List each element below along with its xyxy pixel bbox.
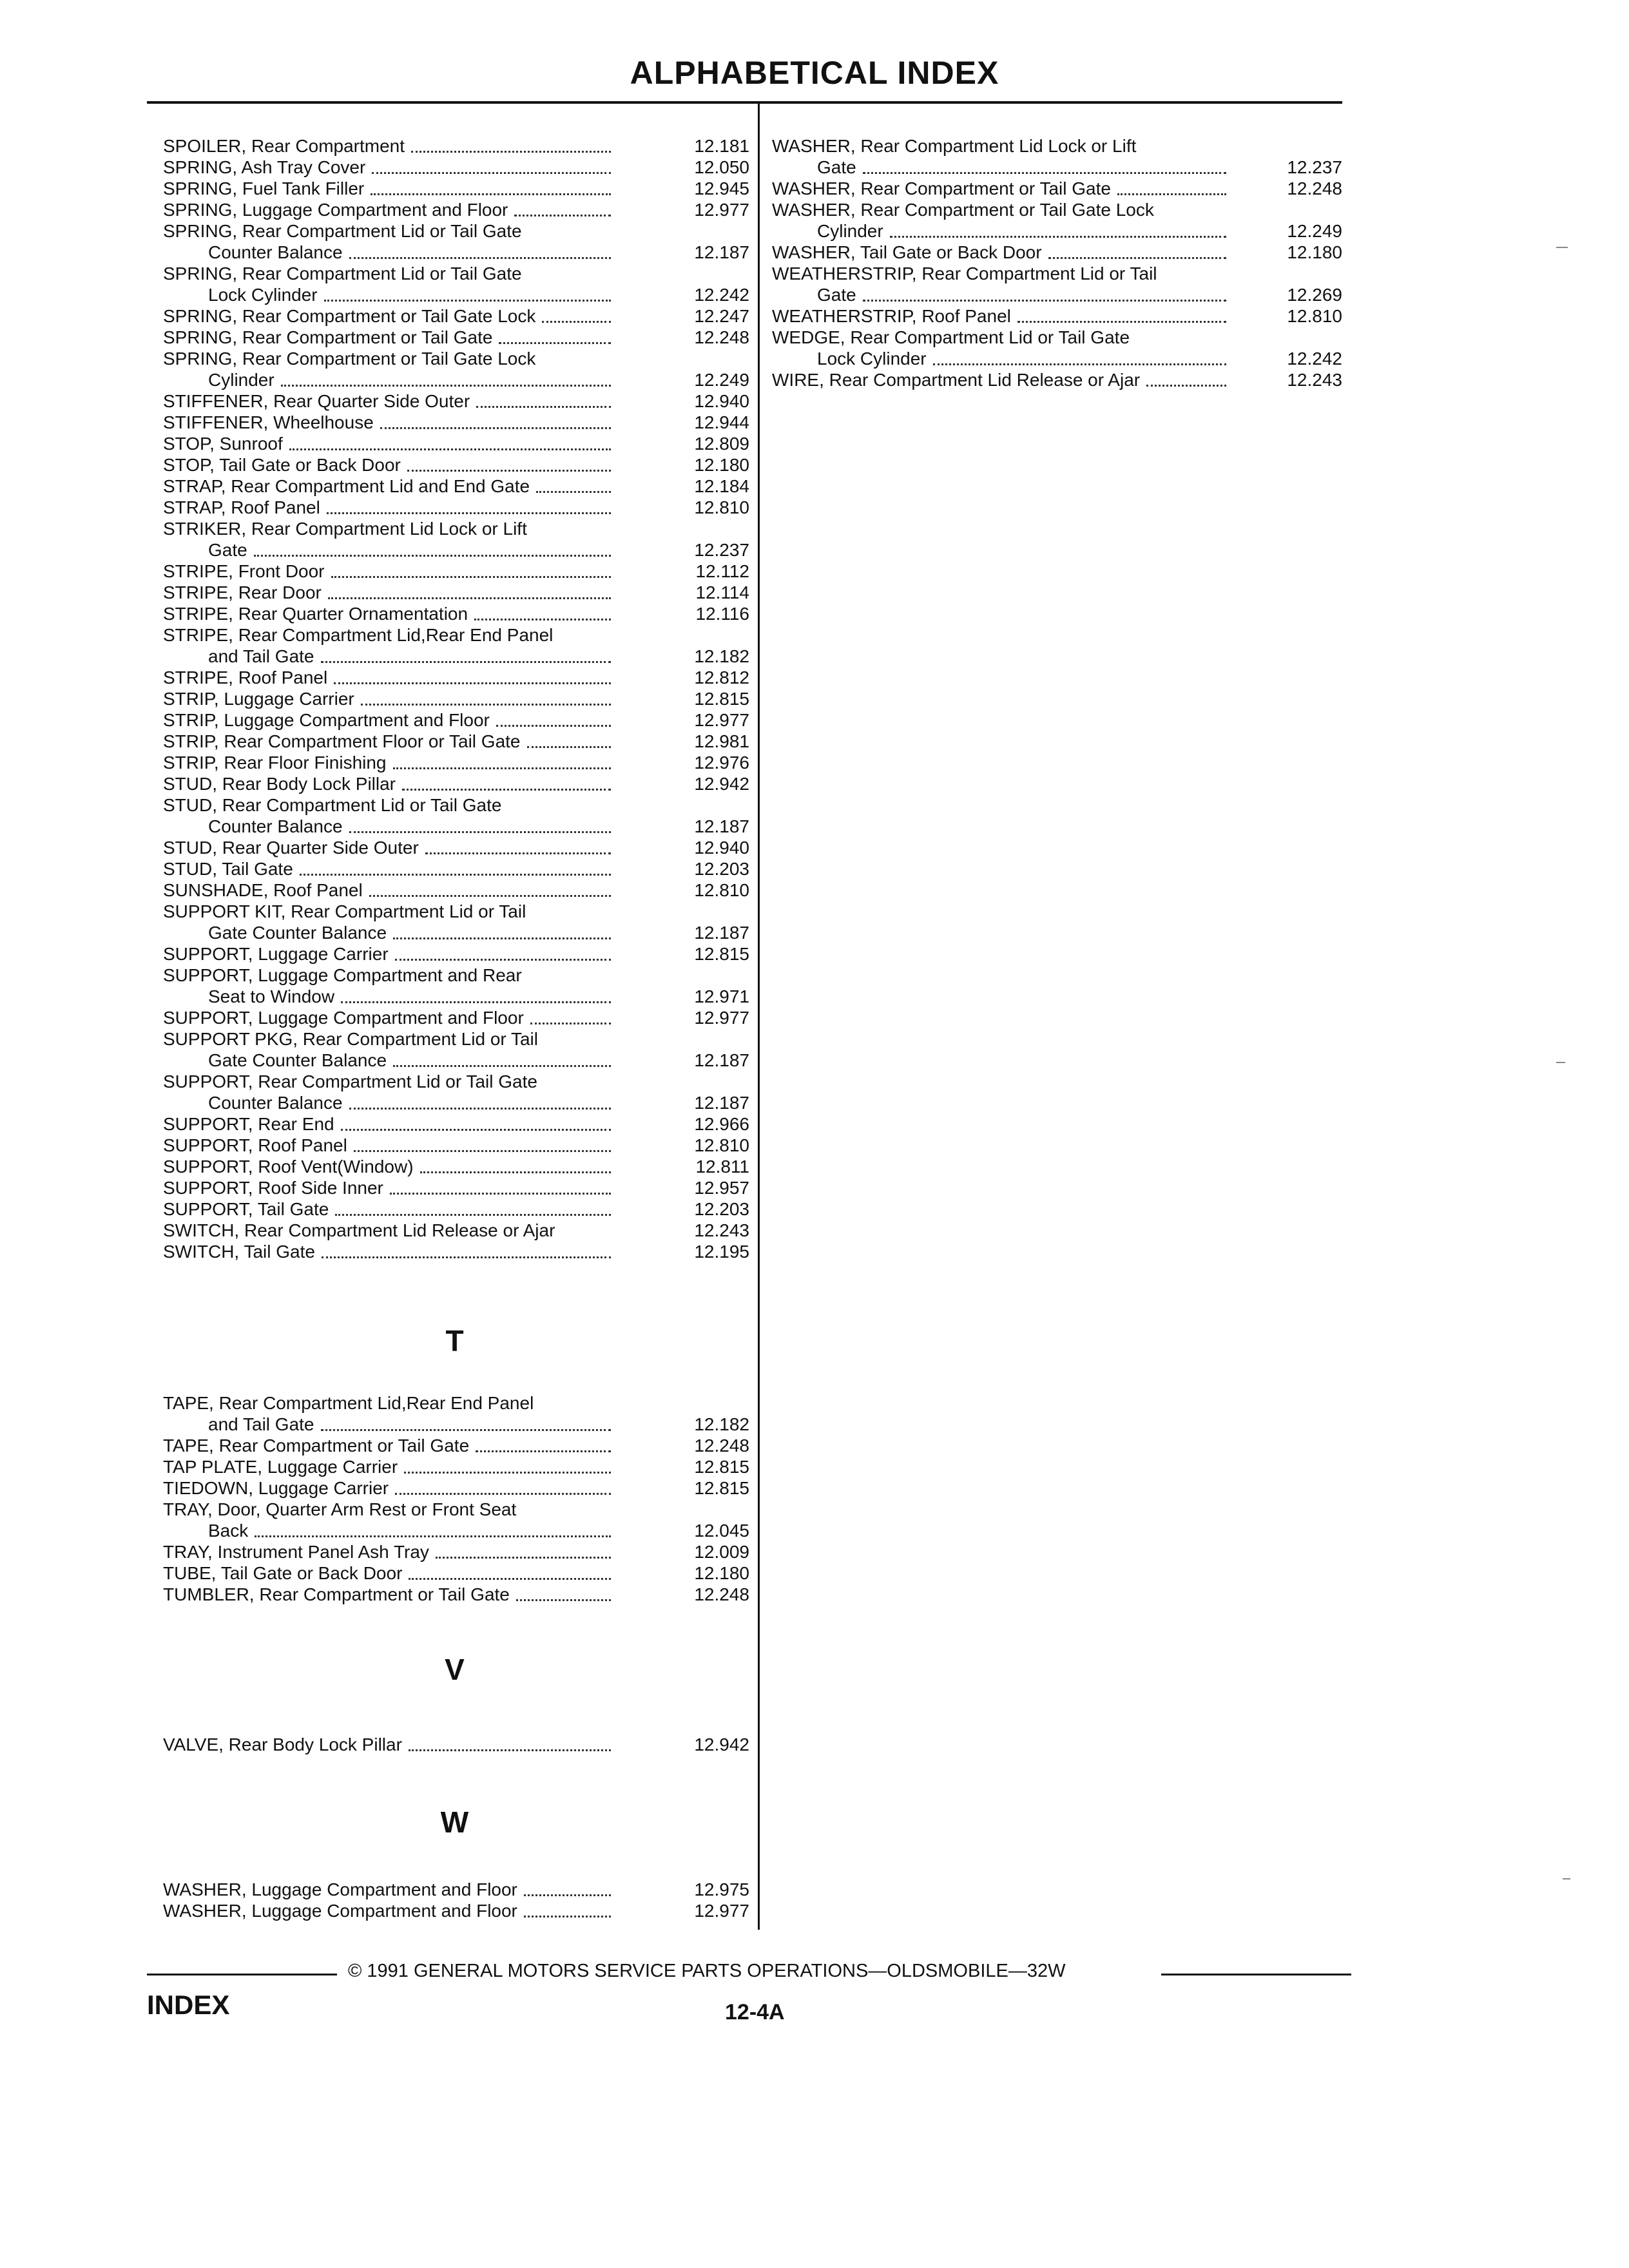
entry-name: STIFFENER, Rear Quarter Side Outer bbox=[163, 391, 470, 411]
index-entry bbox=[163, 1241, 749, 1262]
dot-leader bbox=[536, 491, 611, 493]
dot-leader bbox=[255, 1535, 611, 1537]
index-entry bbox=[772, 369, 1352, 390]
entry-subname: and Tail Gate bbox=[208, 646, 314, 666]
entry-name: WEDGE, Rear Compartment Lid or Tail Gate bbox=[772, 327, 1130, 347]
dot-leader bbox=[409, 1578, 611, 1580]
index-entry bbox=[772, 199, 1352, 242]
index-list-s bbox=[163, 135, 749, 1262]
entry-page: 12.248 bbox=[694, 1436, 749, 1456]
entry-name: STRIPE, Front Door bbox=[163, 561, 325, 581]
dot-leader bbox=[1048, 257, 1226, 259]
index-entry bbox=[163, 1071, 749, 1113]
entry-page: 12.180 bbox=[694, 1563, 749, 1583]
entry-name: TUBE, Tail Gate or Back Door bbox=[163, 1563, 403, 1583]
index-entry bbox=[163, 497, 749, 518]
entry-name: STRIP, Rear Floor Finishing bbox=[163, 753, 387, 773]
entry-name: SUPPORT PKG, Rear Compartment Lid or Tail bbox=[163, 1029, 538, 1049]
dot-leader bbox=[409, 1749, 611, 1751]
entry-name: WASHER, Luggage Compartment and Floor bbox=[163, 1879, 517, 1899]
entry-name: STUD, Rear Compartment Lid or Tail Gate bbox=[163, 795, 502, 815]
page-number: 12-4A bbox=[725, 2000, 785, 2024]
entry-name: SUPPORT KIT, Rear Compartment Lid or Tail bbox=[163, 901, 526, 921]
index-entry bbox=[163, 178, 749, 199]
dot-leader bbox=[321, 1429, 611, 1431]
entry-name: SUPPORT, Roof Side Inner bbox=[163, 1178, 383, 1198]
section-letter-w: W bbox=[440, 1805, 469, 1839]
entry-name: SWITCH, Tail Gate bbox=[163, 1242, 315, 1262]
entry-name: TAPE, Rear Compartment Lid,Rear End Panel bbox=[163, 1393, 534, 1413]
entry-name: SUPPORT, Luggage Compartment and Rear bbox=[163, 965, 522, 985]
entry-name: SPOILER, Rear Compartment bbox=[163, 136, 405, 156]
entry-name: SPRING, Luggage Compartment and Floor bbox=[163, 200, 508, 220]
dot-leader bbox=[530, 1023, 611, 1024]
entry-subname: Lock Cylinder bbox=[817, 349, 927, 369]
entry-page: 12.966 bbox=[694, 1114, 749, 1134]
entry-name: SUPPORT, Tail Gate bbox=[163, 1199, 329, 1219]
entry-subname: Counter Balance bbox=[208, 816, 343, 836]
scan-mark bbox=[1556, 1062, 1565, 1063]
dot-leader bbox=[890, 236, 1226, 238]
entry-page: 12.971 bbox=[694, 986, 749, 1006]
index-entry bbox=[163, 476, 749, 497]
index-entry bbox=[163, 858, 749, 879]
entry-page: 12.242 bbox=[694, 285, 749, 305]
section-label: INDEX bbox=[147, 1990, 230, 2020]
entry-page: 12.247 bbox=[694, 306, 749, 326]
entry-page: 12.242 bbox=[1287, 349, 1342, 369]
dot-leader bbox=[393, 767, 611, 769]
dot-leader bbox=[496, 725, 611, 727]
entry-page: 12.248 bbox=[694, 327, 749, 347]
index-entry bbox=[163, 1435, 749, 1456]
entry-page: 12.815 bbox=[694, 689, 749, 709]
header-rule bbox=[147, 101, 1342, 104]
section-letter-t: T bbox=[445, 1324, 464, 1358]
dot-leader bbox=[321, 661, 611, 663]
entry-page: 12.957 bbox=[694, 1178, 749, 1198]
left-column bbox=[163, 135, 749, 1921]
footer-rule-right bbox=[1161, 1974, 1351, 1975]
entry-page: 12.116 bbox=[695, 604, 749, 624]
entry-page: 12.810 bbox=[694, 497, 749, 517]
entry-page: 12.249 bbox=[694, 370, 749, 390]
dot-leader bbox=[516, 1599, 611, 1601]
entry-page: 12.249 bbox=[1287, 221, 1342, 241]
index-entry bbox=[163, 965, 749, 1007]
dot-leader bbox=[300, 874, 611, 876]
index-entry bbox=[163, 1584, 749, 1605]
dot-leader bbox=[327, 512, 611, 514]
index-entry bbox=[163, 879, 749, 901]
entry-page: 12.182 bbox=[694, 1414, 749, 1434]
index-entry bbox=[163, 157, 749, 178]
dot-leader bbox=[407, 470, 611, 472]
entry-page: 12.180 bbox=[694, 455, 749, 475]
entry-name: SUPPORT, Rear Compartment Lid or Tail Gate bbox=[163, 1072, 537, 1091]
footer-rule-left bbox=[147, 1974, 337, 1975]
entry-name: TRAY, Instrument Panel Ash Tray bbox=[163, 1542, 429, 1562]
index-entry bbox=[163, 1007, 749, 1028]
entry-page: 12.237 bbox=[694, 540, 749, 560]
entry-subname: Gate bbox=[817, 285, 856, 305]
entry-name: WEATHERSTRIP, Rear Compartment Lid or Tail bbox=[772, 264, 1157, 284]
dot-leader bbox=[341, 1001, 611, 1003]
entry-name: SUPPORT, Rear End bbox=[163, 1114, 334, 1134]
column-divider bbox=[758, 101, 760, 1930]
entry-page: 12.114 bbox=[695, 582, 749, 602]
dot-leader bbox=[324, 300, 611, 302]
index-entry bbox=[163, 1456, 749, 1477]
index-entry bbox=[163, 1477, 749, 1499]
entry-name: STRIPE, Rear Compartment Lid,Rear End Panel bbox=[163, 625, 554, 645]
entry-page: 12.940 bbox=[694, 838, 749, 858]
entry-page: 12.243 bbox=[694, 1220, 749, 1240]
entry-name: SPRING, Rear Compartment or Tail Gate bbox=[163, 327, 493, 347]
entry-page: 12.009 bbox=[694, 1542, 749, 1562]
dot-leader bbox=[393, 1065, 611, 1067]
entry-page: 12.940 bbox=[694, 391, 749, 411]
entry-name: STRIP, Rear Compartment Floor or Tail Gate bbox=[163, 731, 521, 751]
entry-name: TIEDOWN, Luggage Carrier bbox=[163, 1478, 389, 1498]
entry-name: SPRING, Rear Compartment Lid or Tail Gate bbox=[163, 221, 522, 241]
entry-name: STRIKER, Rear Compartment Lid Lock or Lift bbox=[163, 519, 527, 539]
scan-mark bbox=[1563, 1878, 1570, 1879]
entry-name: STOP, Tail Gate or Back Door bbox=[163, 455, 401, 475]
entry-name: TRAY, Door, Quarter Arm Rest or Front Seat bbox=[163, 1499, 517, 1519]
entry-page: 12.184 bbox=[694, 476, 749, 496]
entry-name: TUMBLER, Rear Compartment or Tail Gate bbox=[163, 1584, 510, 1604]
entry-page: 12.248 bbox=[1287, 178, 1342, 198]
dot-leader bbox=[1117, 193, 1226, 195]
index-entry bbox=[163, 327, 749, 348]
dot-leader bbox=[393, 937, 611, 939]
entry-subname: and Tail Gate bbox=[208, 1414, 314, 1434]
entry-name: SUPPORT, Roof Vent(Window) bbox=[163, 1157, 414, 1177]
dot-leader bbox=[289, 448, 611, 450]
index-list-w bbox=[163, 1879, 749, 1921]
index-entry bbox=[163, 943, 749, 965]
dot-leader bbox=[524, 1916, 611, 1917]
entry-subname: Gate Counter Balance bbox=[208, 923, 387, 943]
index-entry bbox=[163, 1392, 749, 1435]
entry-name: SWITCH, Rear Compartment Lid Release or Ajar bbox=[163, 1220, 555, 1240]
dot-leader bbox=[390, 1193, 611, 1195]
entry-subname: Cylinder bbox=[817, 221, 883, 241]
index-entry bbox=[163, 709, 749, 731]
entry-name: WASHER, Rear Compartment or Tail Gate Lock bbox=[772, 200, 1154, 220]
entry-page: 12.237 bbox=[1287, 157, 1342, 177]
dot-leader bbox=[322, 1256, 611, 1258]
entry-name: STRAP, Roof Panel bbox=[163, 497, 320, 517]
dot-leader bbox=[331, 576, 611, 578]
entry-name: SUNSHADE, Roof Panel bbox=[163, 880, 363, 900]
entry-name: STRIP, Luggage Carrier bbox=[163, 689, 354, 709]
index-entry bbox=[163, 752, 749, 773]
entry-page: 12.112 bbox=[695, 561, 749, 581]
entry-name: SUPPORT, Roof Panel bbox=[163, 1135, 347, 1155]
index-entry bbox=[772, 263, 1352, 305]
index-entry bbox=[772, 178, 1352, 199]
entry-page: 12.045 bbox=[694, 1521, 749, 1541]
index-entry bbox=[163, 837, 749, 858]
entry-page: 12.187 bbox=[694, 816, 749, 836]
index-entry bbox=[163, 1028, 749, 1071]
entry-page: 12.945 bbox=[694, 178, 749, 198]
entry-page: 12.981 bbox=[694, 731, 749, 751]
index-entry bbox=[163, 794, 749, 837]
index-entry bbox=[163, 1900, 749, 1921]
dot-leader bbox=[411, 151, 611, 153]
entry-subname: Counter Balance bbox=[208, 242, 343, 262]
entry-name: TAP PLATE, Luggage Carrier bbox=[163, 1457, 398, 1477]
entry-name: STRIPE, Roof Panel bbox=[163, 668, 328, 687]
dot-leader bbox=[863, 172, 1226, 174]
entry-page: 12.243 bbox=[1287, 370, 1342, 390]
entry-page: 12.810 bbox=[694, 1135, 749, 1155]
entry-page: 12.977 bbox=[694, 1901, 749, 1921]
entry-name: SUPPORT, Luggage Compartment and Floor bbox=[163, 1008, 524, 1028]
entry-page: 12.203 bbox=[694, 1199, 749, 1219]
entry-name: TAPE, Rear Compartment or Tail Gate bbox=[163, 1436, 470, 1456]
dot-leader bbox=[436, 1557, 611, 1559]
entry-name: STRIPE, Rear Door bbox=[163, 582, 322, 602]
index-entry bbox=[163, 1220, 749, 1241]
entry-page: 12.809 bbox=[694, 434, 749, 454]
dot-leader bbox=[372, 172, 611, 174]
entry-page: 12.815 bbox=[694, 1478, 749, 1498]
index-entry bbox=[163, 1156, 749, 1177]
dot-leader bbox=[476, 1450, 611, 1452]
index-entry bbox=[163, 263, 749, 305]
entry-page: 12.181 bbox=[694, 136, 749, 156]
entry-page: 12.811 bbox=[695, 1157, 749, 1177]
entry-page: 12.815 bbox=[694, 1457, 749, 1477]
index-entry bbox=[163, 561, 749, 582]
entry-subname: Gate bbox=[208, 540, 247, 560]
entry-page: 12.050 bbox=[694, 157, 749, 177]
entry-name: WASHER, Tail Gate or Back Door bbox=[772, 242, 1042, 262]
entry-subname: Gate Counter Balance bbox=[208, 1050, 387, 1070]
entry-page: 12.195 bbox=[694, 1242, 749, 1262]
entry-page: 12.187 bbox=[694, 1093, 749, 1113]
index-list-w-cont bbox=[772, 135, 1352, 390]
index-list-v bbox=[163, 1734, 749, 1755]
dot-leader bbox=[524, 1894, 611, 1896]
entry-page: 12.975 bbox=[694, 1879, 749, 1899]
entry-page: 12.942 bbox=[694, 774, 749, 794]
dot-leader bbox=[354, 1150, 611, 1152]
dot-leader bbox=[514, 215, 611, 216]
entry-subname: Lock Cylinder bbox=[208, 285, 318, 305]
entry-name: STUD, Rear Quarter Side Outer bbox=[163, 838, 419, 858]
entry-name: STRIPE, Rear Quarter Ornamentation bbox=[163, 604, 468, 624]
dot-leader bbox=[328, 597, 611, 599]
index-entry bbox=[163, 624, 749, 667]
index-entry bbox=[772, 135, 1352, 178]
dot-leader bbox=[395, 959, 611, 961]
dot-leader bbox=[474, 619, 611, 620]
entry-name: SUPPORT, Luggage Carrier bbox=[163, 944, 389, 964]
dot-leader bbox=[420, 1171, 611, 1173]
dot-leader bbox=[933, 363, 1226, 365]
entry-subname: Cylinder bbox=[208, 370, 275, 390]
index-entry bbox=[163, 305, 749, 327]
page-title: ALPHABETICAL INDEX bbox=[630, 55, 999, 91]
index-entry bbox=[163, 518, 749, 561]
entry-name: WASHER, Rear Compartment Lid Lock or Lift bbox=[772, 136, 1137, 156]
index-entry bbox=[163, 1198, 749, 1220]
entry-page: 12.977 bbox=[694, 200, 749, 220]
dot-leader bbox=[499, 342, 611, 344]
dot-leader bbox=[476, 406, 611, 408]
entry-name: WASHER, Luggage Compartment and Floor bbox=[163, 1901, 517, 1921]
entry-page: 12.976 bbox=[694, 753, 749, 773]
entry-page: 12.810 bbox=[1287, 306, 1342, 326]
index-entry bbox=[163, 1113, 749, 1135]
index-entry bbox=[163, 1135, 749, 1156]
index-entry bbox=[163, 667, 749, 688]
dot-leader bbox=[1146, 385, 1226, 387]
entry-name: SPRING, Rear Compartment or Tail Gate Lock bbox=[163, 306, 536, 326]
entry-page: 12.812 bbox=[694, 668, 749, 687]
index-entry bbox=[163, 433, 749, 454]
entry-page: 12.810 bbox=[694, 880, 749, 900]
index-entry bbox=[163, 1562, 749, 1584]
entry-subname: Gate bbox=[817, 157, 856, 177]
dot-leader bbox=[361, 704, 611, 706]
entry-subname: Counter Balance bbox=[208, 1093, 343, 1113]
dot-leader bbox=[334, 682, 611, 684]
index-entry bbox=[163, 220, 749, 263]
index-entry bbox=[163, 1734, 749, 1755]
entry-name: VALVE, Rear Body Lock Pillar bbox=[163, 1735, 402, 1754]
entry-name: STIFFENER, Wheelhouse bbox=[163, 412, 374, 432]
dot-leader bbox=[380, 427, 611, 429]
index-entry bbox=[772, 305, 1352, 327]
dot-leader bbox=[527, 746, 611, 748]
index-entry bbox=[163, 731, 749, 752]
entry-name: SPRING, Rear Compartment Lid or Tail Gate bbox=[163, 264, 522, 284]
entry-page: 12.203 bbox=[694, 859, 749, 879]
dot-leader bbox=[402, 789, 611, 791]
dot-leader bbox=[1017, 321, 1226, 323]
index-entry bbox=[163, 199, 749, 220]
dot-leader bbox=[404, 1472, 611, 1474]
index-entry bbox=[163, 390, 749, 412]
entry-page: 12.187 bbox=[694, 923, 749, 943]
entry-page: 12.248 bbox=[694, 1584, 749, 1604]
dot-leader bbox=[542, 321, 611, 323]
entry-name: WASHER, Rear Compartment or Tail Gate bbox=[772, 178, 1111, 198]
entry-page: 12.942 bbox=[694, 1735, 749, 1754]
entry-page: 12.182 bbox=[694, 646, 749, 666]
entry-page: 12.187 bbox=[694, 242, 749, 262]
entry-subname: Seat to Window bbox=[208, 986, 335, 1006]
index-entry bbox=[772, 242, 1352, 263]
dot-leader bbox=[281, 385, 611, 387]
index-entry bbox=[163, 412, 749, 433]
index-entry bbox=[163, 603, 749, 624]
dot-leader bbox=[369, 895, 611, 897]
index-entry bbox=[163, 688, 749, 709]
entry-page: 12.977 bbox=[694, 1008, 749, 1028]
entry-name: STUD, Rear Body Lock Pillar bbox=[163, 774, 396, 794]
entry-page: 12.180 bbox=[1287, 242, 1342, 262]
index-entry bbox=[163, 135, 749, 157]
dot-leader bbox=[349, 1108, 611, 1110]
entry-name: STRIP, Luggage Compartment and Floor bbox=[163, 710, 490, 730]
copyright-notice: © 1991 GENERAL MOTORS SERVICE PARTS OPERATIONS—OLDSMOBILE—32W bbox=[348, 1961, 1066, 1981]
entry-name: STOP, Sunroof bbox=[163, 434, 283, 454]
entry-page: 12.269 bbox=[1287, 285, 1342, 305]
entry-name: SPRING, Ash Tray Cover bbox=[163, 157, 366, 177]
entry-page: 12.977 bbox=[694, 710, 749, 730]
entry-name: STRAP, Rear Compartment Lid and End Gate bbox=[163, 476, 530, 496]
entry-name: WIRE, Rear Compartment Lid Release or Ajar bbox=[772, 370, 1141, 390]
index-entry bbox=[163, 1177, 749, 1198]
dot-leader bbox=[863, 300, 1226, 302]
entry-page: 12.815 bbox=[694, 944, 749, 964]
entry-page: 12.944 bbox=[694, 412, 749, 432]
dot-leader bbox=[254, 555, 611, 557]
dot-leader bbox=[371, 193, 611, 195]
index-entry bbox=[163, 901, 749, 943]
entry-page: 12.187 bbox=[694, 1050, 749, 1070]
index-entry bbox=[163, 773, 749, 794]
dot-leader bbox=[349, 831, 611, 833]
dot-leader bbox=[341, 1129, 611, 1131]
index-entry bbox=[772, 327, 1352, 369]
index-entry bbox=[163, 454, 749, 476]
entry-name: STUD, Tail Gate bbox=[163, 859, 293, 879]
index-entry bbox=[163, 1541, 749, 1562]
entry-subname: Back bbox=[208, 1521, 249, 1541]
index-list-t bbox=[163, 1392, 749, 1605]
right-column bbox=[772, 135, 1352, 390]
dot-leader bbox=[349, 257, 611, 259]
entry-name: WEATHERSTRIP, Roof Panel bbox=[772, 306, 1011, 326]
index-entry bbox=[163, 582, 749, 603]
scan-mark bbox=[1556, 247, 1568, 248]
index-entry bbox=[163, 348, 749, 390]
dot-leader bbox=[395, 1493, 611, 1495]
dot-leader bbox=[335, 1214, 611, 1216]
dot-leader bbox=[425, 852, 611, 854]
entry-name: SPRING, Rear Compartment or Tail Gate Lock bbox=[163, 349, 536, 369]
index-entry bbox=[163, 1879, 749, 1900]
index-entry bbox=[163, 1499, 749, 1541]
section-letter-v: V bbox=[445, 1653, 465, 1686]
entry-name: SPRING, Fuel Tank Filler bbox=[163, 178, 365, 198]
